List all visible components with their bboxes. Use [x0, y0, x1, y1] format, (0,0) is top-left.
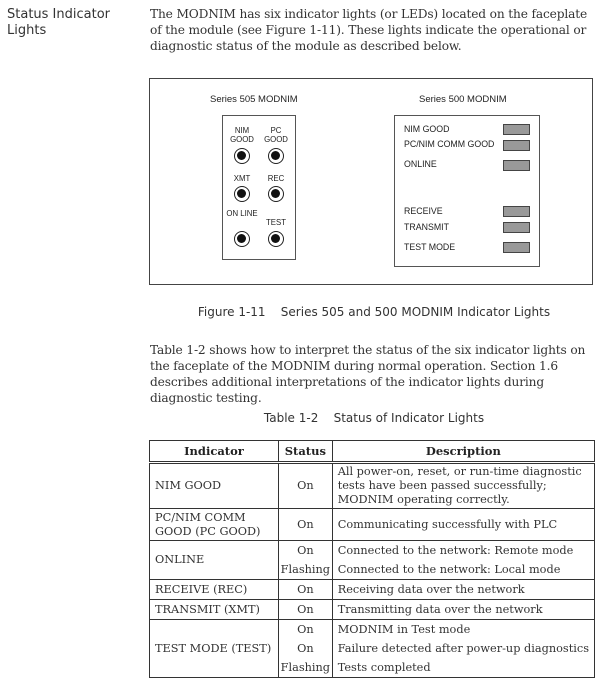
led-pc-good-icon: [268, 148, 284, 164]
led-rec-icon: [268, 186, 284, 202]
led-label-xmt: XMT: [233, 174, 251, 183]
description-cell: Transmitting data over the network: [332, 600, 594, 620]
status-cell: On: [297, 642, 314, 655]
table-intro-paragraph: Table 1-2 shows how to interpret the status of the six indicator lights on the faceplate of the MODNIM during normal operation. Section 1.6 describes additional interpretations of the indicator lights during diagnostic testing.: [150, 343, 586, 405]
status-cell: On: [279, 463, 333, 509]
led-label-pc-nim-comm-good: PC/NIM COMM GOOD: [404, 139, 495, 149]
led-online-icon: [503, 160, 530, 171]
table-row: [150, 580, 595, 600]
led-label-rec: REC: [267, 174, 285, 183]
led-receive-icon: [503, 206, 530, 217]
indicator-cell: RECEIVE (REC): [150, 580, 279, 600]
table-row: [150, 463, 595, 509]
led-test-icon: [268, 231, 284, 247]
description-cell: Failure detected after power-up diagnostics: [337, 642, 589, 655]
led-nim-good-icon: [234, 148, 250, 164]
status-cell: Flashing: [280, 563, 331, 576]
led-label-test: TEST: [266, 218, 286, 227]
description-cell: MODNIM in Test mode: [337, 623, 471, 636]
status-cell: On: [297, 623, 314, 636]
led-label-pc-good: PC GOOD: [264, 126, 288, 144]
description-cell: Receiving data over the network: [332, 580, 594, 600]
table-row: [150, 620, 595, 678]
description-cell: Connected to the network: Local mode: [337, 563, 561, 576]
led-nim-good-icon: [503, 124, 530, 135]
series-505-title: Series 505 MODNIM: [210, 94, 298, 105]
table-row: [150, 509, 595, 541]
description-cell: Communicating successfully with PLC: [332, 509, 594, 541]
status-cell: On: [279, 600, 333, 620]
table-caption: Table 1-2 Status of Indicator Lights: [263, 411, 485, 425]
led-xmt-icon: [234, 186, 250, 202]
indicator-status-table: [149, 440, 595, 678]
indicator-cell: ONLINE: [150, 541, 279, 580]
header-description: Description: [332, 441, 594, 463]
indicator-cell: TRANSMIT (XMT): [150, 600, 279, 620]
indicator-cell: TEST MODE (TEST): [150, 620, 279, 678]
indicator-cell: NIM GOOD: [150, 463, 279, 509]
figure-caption: Figure 1-11 Series 505 and 500 MODNIM Indicator Lights: [197, 305, 551, 319]
table-row: [150, 541, 595, 580]
led-label-test-mode: TEST MODE: [404, 242, 456, 252]
description-cell: Connected to the network: Remote mode: [337, 544, 574, 557]
status-cell: On: [279, 509, 333, 541]
description-cell: Tests completed: [337, 661, 431, 674]
series-500-title: Series 500 MODNIM: [419, 94, 507, 105]
header-indicator: Indicator: [150, 441, 279, 463]
led-pc-nim-comm-good-icon: [503, 140, 530, 151]
section-heading: Status Indicator Lights: [7, 7, 111, 38]
led-on-line-icon: [234, 231, 250, 247]
figure-indicator-lights: [149, 78, 593, 285]
led-test-mode-icon: [503, 242, 530, 253]
description-cell: All power-on, reset, or run-time diagnostic tests have been passed successfully; MODNIM operating correctly.: [332, 463, 594, 509]
header-status: Status: [279, 441, 333, 463]
indicator-cell: PC/NIM COMM GOOD (PC GOOD): [150, 509, 279, 541]
status-cell: On: [297, 544, 314, 557]
series-500-faceplate: [394, 115, 540, 267]
table-header-row: [150, 441, 595, 463]
intro-paragraph: The MODNIM has six indicator lights (or LEDs) located on the faceplate of the module (see Figure 1-11). These lights indicate the operational or diagnostic status of the module as described below.: [150, 7, 588, 53]
series-505-faceplate: [222, 115, 296, 260]
led-transmit-icon: [503, 222, 530, 233]
led-label-transmit: TRANSMIT: [404, 222, 449, 232]
led-label-nim-good: NIM GOOD: [230, 126, 254, 144]
led-label-online: ONLINE: [404, 159, 437, 169]
led-label-on-line: ON LINE: [226, 209, 258, 218]
status-cell: Flashing: [280, 661, 331, 674]
table-row: [150, 600, 595, 620]
status-cell: On: [279, 580, 333, 600]
led-label-receive: RECEIVE: [404, 206, 443, 216]
led-label-nim-good: NIM GOOD: [404, 124, 450, 134]
